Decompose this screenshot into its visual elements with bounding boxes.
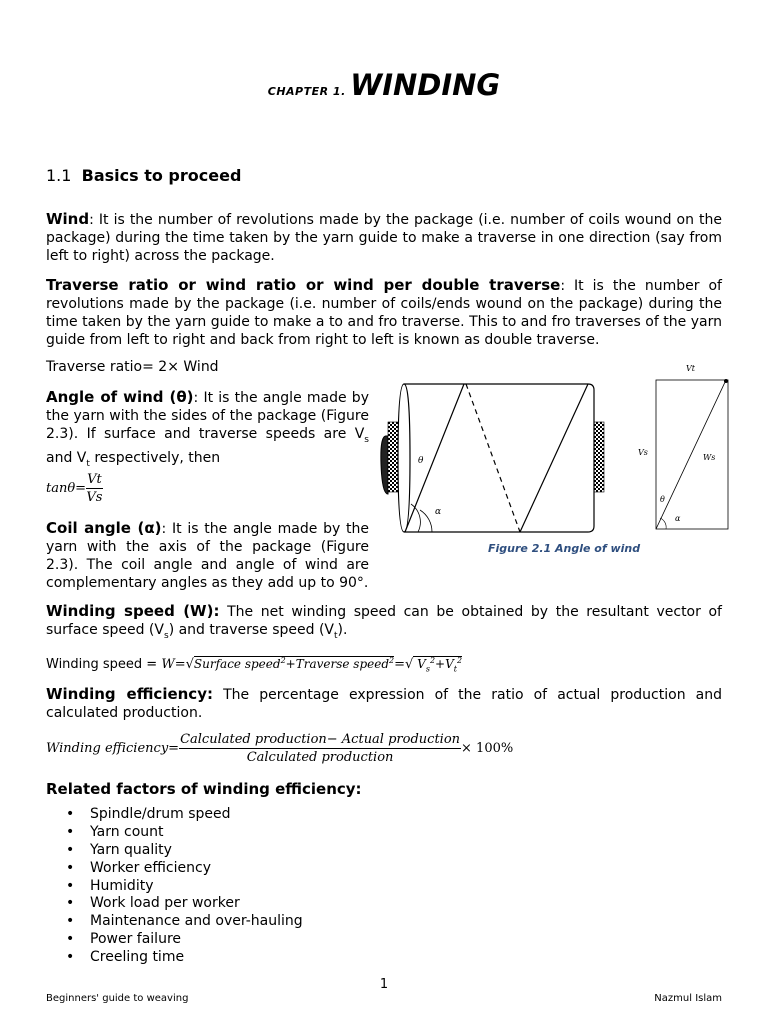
chapter-title: WINDING (350, 68, 501, 102)
efficiency-numerator: Calculated production− Actual production (180, 732, 461, 747)
radical-sub-s: s (425, 664, 430, 674)
traverse-paragraph (46, 276, 722, 349)
winding-speed-text: The net winding speed can be obtained by the resultant vector of surface speed (V (46, 604, 722, 638)
square-2: 2 (389, 656, 395, 665)
winding-speed-text-after: ). (337, 622, 348, 638)
traverse-formula: Traverse ratio= 2× Wind (46, 359, 219, 375)
section-heading (46, 166, 241, 185)
radical-v: V (417, 657, 426, 671)
winding-speed-text-mid: ) and traverse speed (V (168, 622, 335, 638)
footer-left: Beginners' guide to weaving (46, 993, 189, 1004)
list-item: • Work load per worker (46, 895, 446, 913)
traverse-text: : It is the number of revolutions made by the package (i.e. number of coils/ends wound on the package) during the time taken by the yarn guide to make a to and fro traverse. This to and fro traverses of the yarn guide from left to right and back from right to left is known as double traverse. (46, 278, 722, 348)
square-1: 2 (280, 656, 286, 665)
factors-list (46, 806, 446, 967)
list-item: • Spindle/drum speed (46, 806, 446, 824)
ws-subscript-t: t (334, 630, 338, 641)
section-title: Basics to proceed (81, 166, 242, 185)
angle-of-wind-text-mid: and V (46, 449, 87, 466)
vector-arrowhead (724, 379, 728, 383)
factors-heading: Related factors of winding efficiency: (46, 780, 362, 798)
vector-diagram (634, 360, 734, 534)
angle-of-wind-text: : It is the angle made by the yarn with the sides of the package (Figure 2.3). If surface and traverse speeds are V (46, 390, 369, 442)
angle-of-wind-paragraph (46, 388, 369, 473)
tan-theta-formula (46, 471, 103, 506)
square-3: 2 (429, 656, 436, 665)
winding-speed-term: Winding speed (W): (46, 602, 220, 620)
list-item: • Yarn count (46, 824, 446, 842)
vector-theta-label: θ (660, 495, 665, 504)
list-item: • Worker efficiency (46, 860, 446, 878)
tan-theta-denominator: Vs (86, 490, 103, 505)
page-number: 1 (379, 977, 389, 992)
coil-angle-paragraph (46, 519, 369, 592)
radical-surface-speed: Surface speed (193, 657, 281, 671)
winding-speed-radical-1: √Surface speed$^2$+Traverse speed$^2$ (185, 656, 395, 672)
ws-subscript-s: s (163, 630, 169, 641)
winding-efficiency-paragraph (46, 685, 722, 722)
theta-label: θ (418, 456, 424, 466)
wind-term: Wind (46, 210, 90, 228)
footer-right: Nazmul Islam (654, 993, 722, 1004)
list-item: • Power failure (46, 931, 446, 949)
angle-of-wind-text-after: respectively, then (89, 449, 221, 466)
winding-efficiency-formula (46, 731, 513, 766)
coil-angle-term: Coil angle (α) (46, 519, 162, 537)
list-item: • Creeling time (46, 949, 446, 967)
ws-label: Ws (703, 453, 716, 462)
winding-speed-formula-prefix: Winding speed = (46, 657, 162, 672)
winding-speed-formula (46, 650, 462, 680)
winding-speed-radical-2: √ $V_s^2+V_t^2$ (405, 656, 463, 674)
coil-angle-text: : It is the angle made by the yarn with the axis of the package (Figure 2.3). The coil angle and angle of wind are complementary angles as they add up to 90°. (46, 521, 369, 591)
efficiency-denominator: Calculated production (246, 750, 394, 765)
chapter-label: CHAPTER 1. (267, 85, 346, 98)
list-item: • Humidity (46, 878, 446, 896)
section-number: 1.1 (46, 166, 72, 185)
winding-efficiency-term: Winding efficiency: (46, 685, 213, 703)
efficiency-times-100: × 100% (461, 741, 514, 756)
package-body (404, 384, 594, 532)
winding-speed-formula-eq: = (394, 657, 406, 672)
tan-theta-lhs: tanθ= (46, 481, 87, 496)
vt-label: Vt (686, 364, 695, 373)
vector-alpha-label: α (675, 514, 681, 523)
traverse-term: Traverse ratio or wind ratio or wind per double traverse (46, 276, 561, 294)
angle-of-wind-term: Angle of wind (θ) (46, 388, 194, 406)
tan-theta-numerator: Vt (87, 472, 102, 487)
radical-plus-v: +V (435, 657, 454, 671)
wind-text: : It is the number of revolutions made by the package (i.e. number of coils wound on the package) during the time taken by the yarn guide to make a traverse in one direction (say from left to right) across the package. (46, 212, 722, 264)
efficiency-fraction (179, 731, 461, 766)
ws-vector (656, 380, 726, 529)
winding-speed-formula-w: W= (161, 657, 186, 672)
alpha-label: α (435, 507, 442, 517)
figure-caption: Figure 2.1 Angle of wind (488, 542, 641, 555)
subscript-t: t (86, 458, 90, 469)
list-item: • Yarn quality (46, 842, 446, 860)
chapter-heading (0, 68, 768, 102)
subscript-s: s (364, 434, 369, 445)
radical-traverse-speed: +Traverse speed (285, 657, 390, 671)
package-diagram (378, 376, 608, 538)
winding-efficiency-text: The percentage expression of the ratio of actual production and calculated production. (46, 687, 722, 721)
winding-speed-paragraph (46, 602, 722, 645)
square-4: 2 (456, 656, 463, 665)
left-flange (381, 436, 388, 494)
efficiency-lhs: Winding efficiency= (46, 741, 180, 756)
tan-theta-fraction (86, 471, 103, 506)
vs-label: Vs (638, 448, 648, 457)
wind-paragraph (46, 210, 722, 265)
radical-sub-t: t (453, 664, 457, 674)
list-item: • Maintenance and over-hauling (46, 913, 446, 931)
package-left-end (398, 384, 410, 532)
vector-alpha-arc (660, 518, 666, 529)
